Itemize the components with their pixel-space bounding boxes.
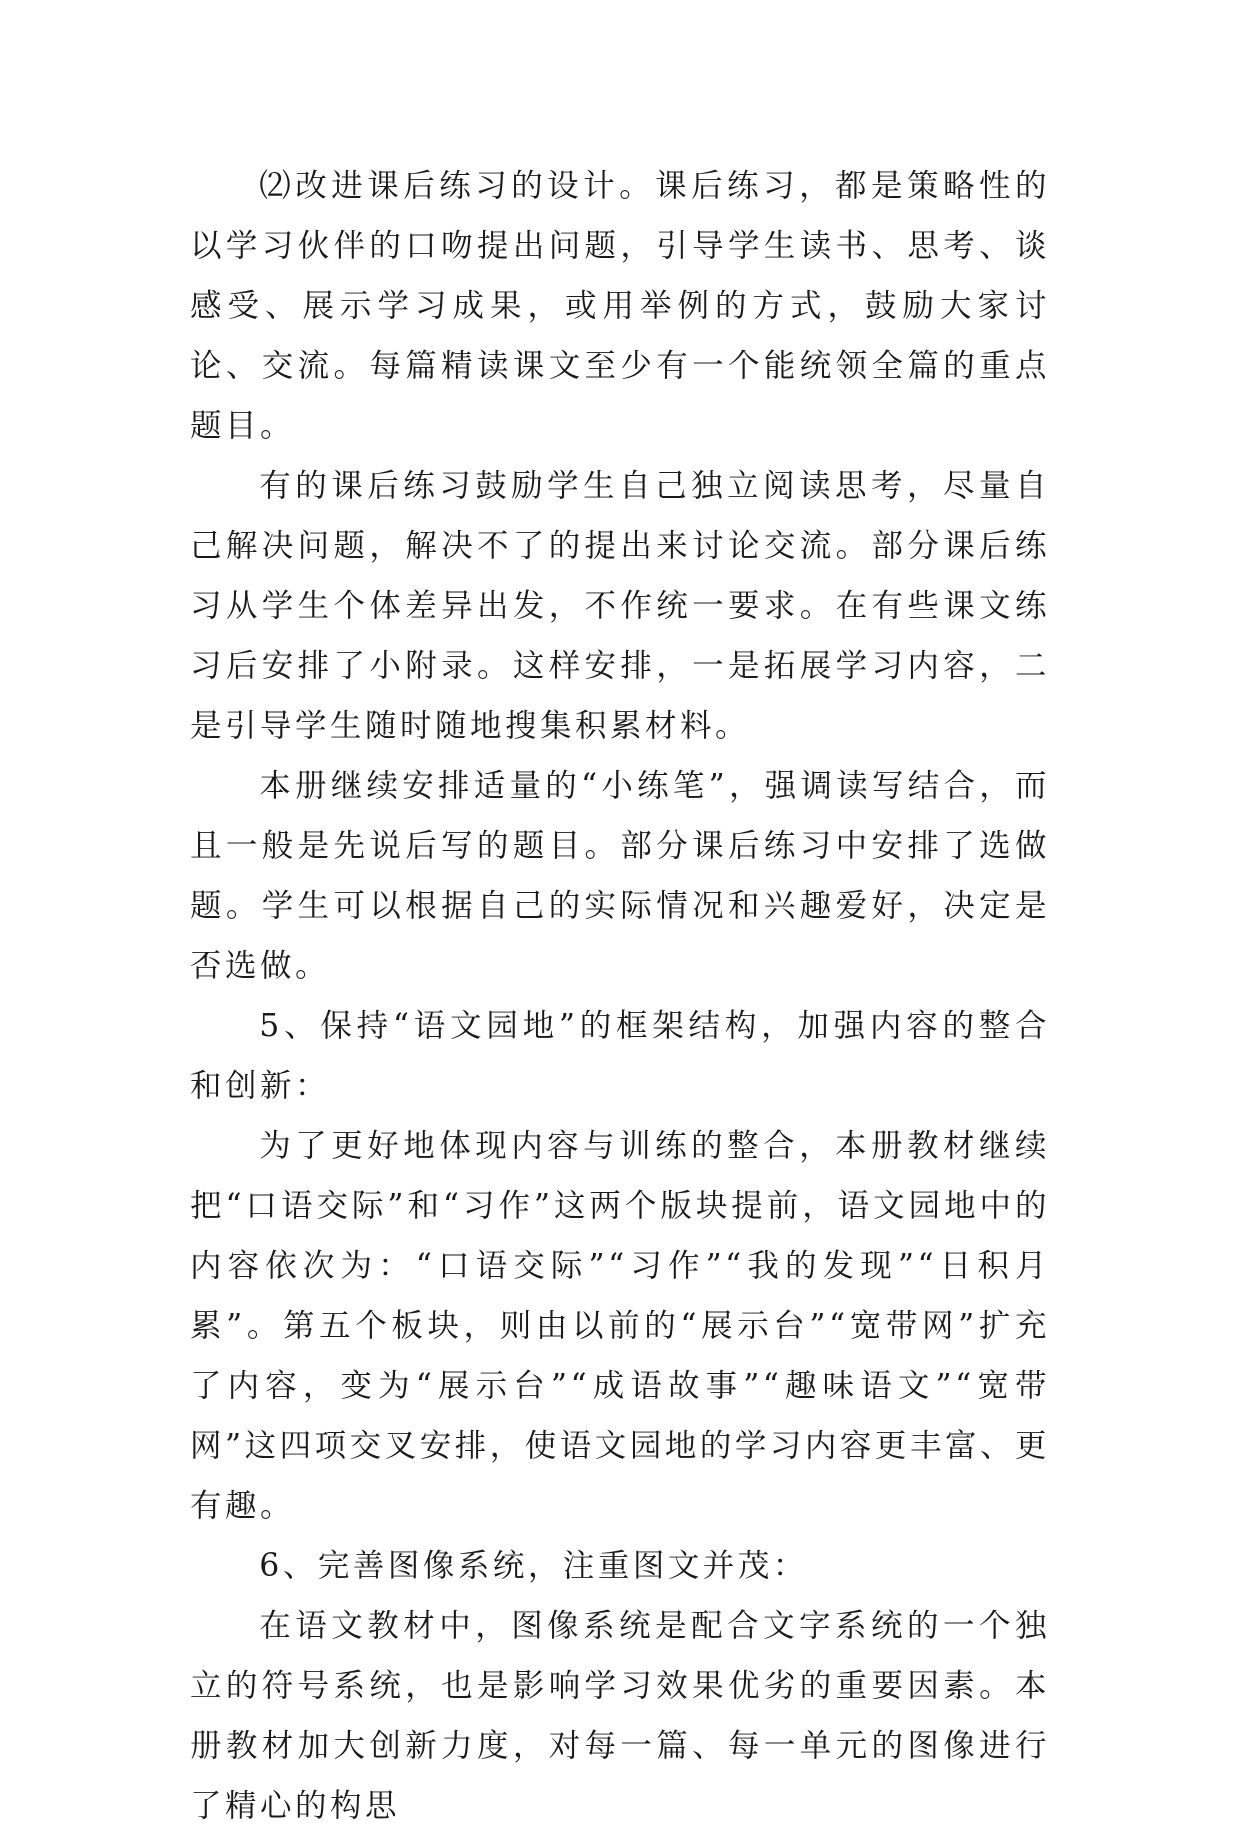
heading-section-5: 5、保持“语文园地”的框架结构，加强内容的整合和创新： <box>190 1008 1050 1104</box>
document-body <box>190 156 1050 1836</box>
paragraph-language-garden: 为了更好地体现内容与训练的整合，本册教材继续把“口语交际”和“习作”这两个版块提前，语文园地中的内容依次为：“口语交际”“习作”“我的发现”“日积月累”。第五个板块，则由以前的“展示台”“宽带网”扩充了内容，变为“展示台”“成语故事”“趣味语文”“宽带网”这四项交叉安排，使语文园地的学习内容更丰富、更有趣。 <box>190 1128 1050 1524</box>
paragraph-independent-reading: 有的课后练习鼓励学生自己独立阅读思考，尽量自己解决问题，解决不了的提出来讨论交流。部分课后练习从学生个体差异出发，不作统一要求。在有些课文练习后安排了小附录。这样安排，一是拓展学习内容，二是引导学生随时随地搜集积累材料。 <box>190 468 1050 744</box>
paragraph-image-system: 在语文教材中，图像系统是配合文字系统的一个独立的符号系统，也是影响学习效果优劣的重要因素。本册教材加大创新力度，对每一篇、每一单元的图像进行了精心的构思 <box>190 1608 1050 1824</box>
paragraph-exercise-design: ⑵改进课后练习的设计。课后练习，都是策略性的以学习伙伴的口吻提出问题，引导学生读书、思考、谈感受、展示学习成果，或用举例的方式，鼓励大家讨论、交流。每篇精读课文至少有一个能统领全篇的重点题目。 <box>190 168 1050 444</box>
paragraph-small-writing: 本册继续安排适量的“小练笔”，强调读写结合，而且一般是先说后写的题目。部分课后练习中安排了选做题。学生可以根据自己的实际情况和兴趣爱好，决定是否选做。 <box>190 768 1050 984</box>
heading-section-6: 6、完善图像系统，注重图文并茂： <box>259 1548 808 1584</box>
